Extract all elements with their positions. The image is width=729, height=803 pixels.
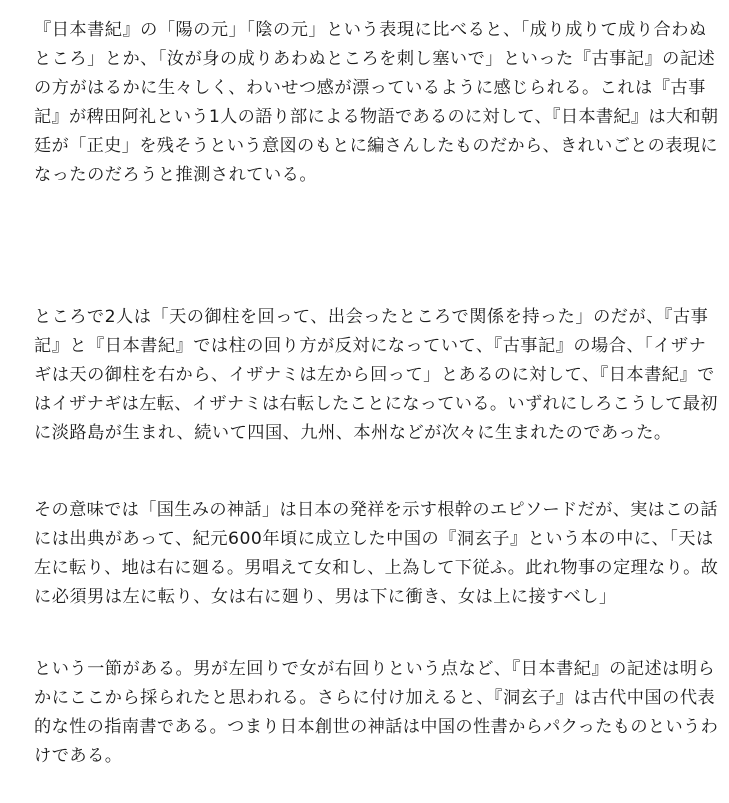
- text-line: かにここから採られたと思われる。さらに付け加えると、『洞玄子』は古代中国の代表: [34, 688, 716, 708]
- text-line: には出典があって、紀元600年頃に成立した中国の『洞玄子』という本の中に、「天は: [34, 529, 714, 549]
- text-line: 記』と『日本書紀』では柱の回り方が反対になっていて、『古事記』の場合、「イザナ: [34, 336, 707, 356]
- text-line: なったのだろうと推測されている。: [34, 165, 318, 185]
- text-line: その意味では「国生みの神話」は日本の発祥を示す根幹のエピソードだが、実はこの話: [34, 500, 718, 520]
- text-line: の方がはるかに生々しく、わいせつ感が漂っているように感じられる。これは『古事: [34, 78, 706, 98]
- text-line: という一節がある。男が左回りで女が右回りという点など、『日本書紀』の記述は明ら: [34, 659, 716, 679]
- text-line: ギは天の御柱を右から、イザナミは左から回って」とあるのに対して、『日本書紀』で: [34, 365, 715, 385]
- paragraph-3: [34, 496, 719, 612]
- text-line: はイザナギは左転、イザナミは右転したことになっている。いずれにしろこうして最初: [34, 394, 718, 414]
- text-line: けである。: [34, 746, 123, 766]
- paragraph-4: [34, 655, 719, 771]
- text-line: に淡路島が生まれ、続いて四国、九州、本州などが次々に生まれたのであった。: [34, 423, 672, 443]
- paragraph-1: [34, 16, 719, 190]
- text-line: 的な性の指南書である。つまり日本創世の神話は中国の性書からパクったものというわ: [34, 717, 719, 737]
- text-line: ところで2人は「天の御柱を回って、出会ったところで関係を持った」のだが、『古事: [34, 307, 709, 327]
- text-line: に必須男は左に転り、女は右に廻り、男は下に衝き、女は上に接すべし」: [34, 587, 617, 607]
- text-line: 廷が「正史」を残そうという意図のもとに編さんしたものだから、きれいごとの表現に: [34, 136, 718, 156]
- text-line: 左に転り、地は右に廻る。男唱えて女和し、上為して下従ふ。此れ物事の定理なり。故: [34, 558, 719, 578]
- text-line: 記』が稗田阿礼という1人の語り部による物語であるのに対して、『日本書紀』は大和朝: [34, 107, 719, 127]
- text-line: 『日本書紀』の「陽の元」「陰の元」という表現に比べると、「成り成りて成り合わぬ: [34, 20, 707, 40]
- paragraph-2: [34, 303, 718, 448]
- text-line: ところ」とか、「汝が身の成りあわぬところを刺し塞いで」といった『古事記』の記述: [34, 49, 716, 69]
